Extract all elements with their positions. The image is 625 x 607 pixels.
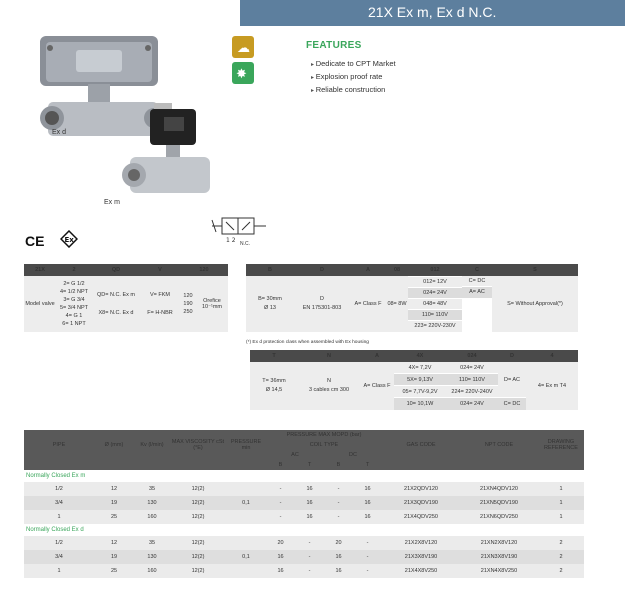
- ct2-h: B: [268, 267, 272, 273]
- cell-npt: 21XN5QDV190: [460, 496, 538, 510]
- title-bar: [240, 0, 625, 26]
- svg-text:Ex: Ex: [64, 236, 74, 244]
- cell-act: -: [295, 536, 324, 550]
- cell-d: 25: [94, 510, 134, 524]
- current-opt: D= AC: [498, 362, 526, 398]
- pressure-header: PRESSURE min: [230, 439, 262, 451]
- power-opt: 10= 10,1W: [394, 398, 446, 410]
- size-opt: 2= G 1/2: [63, 281, 85, 287]
- cell-gas: 21X3QDV190: [382, 496, 460, 510]
- cell-kv: 160: [134, 510, 170, 524]
- valve-exm-image: [120, 95, 220, 205]
- cell-dcb: 16: [324, 550, 353, 564]
- s-cell: S= Without Approval(*): [492, 276, 578, 332]
- cell-kv: 35: [134, 536, 170, 550]
- orifice-values: [180, 276, 196, 332]
- ct1-h1: 2: [72, 267, 76, 273]
- coil-opt: QD= N.C. Ex m: [96, 292, 136, 298]
- current-cell: [498, 362, 526, 410]
- cell-gas: 21X2QDV120: [382, 482, 460, 496]
- b-val: B= 30mm: [258, 296, 282, 302]
- ct2-h: D: [320, 267, 324, 273]
- cell-dcb: 16: [324, 564, 353, 578]
- cell-ref: 1: [538, 496, 584, 510]
- cell-act: 16: [295, 510, 324, 524]
- cell-dcb: -: [324, 510, 353, 524]
- footnote: (*) Ex d protection class when assembled with Ex housing: [246, 340, 369, 345]
- cell-pipe: 3/4: [24, 496, 94, 510]
- spec-table: [24, 430, 584, 578]
- ct1-h2: QD: [111, 267, 121, 273]
- orifice-label: Orefice 10⁻¹mm: [196, 276, 228, 332]
- cell-visc: 12(2): [170, 510, 226, 524]
- ct3-h: A: [375, 353, 379, 359]
- ct3-h: T: [272, 353, 276, 359]
- kv-header: Kv (l/min): [140, 442, 164, 448]
- table-row: [24, 482, 584, 496]
- ct1-h0: 21X: [35, 267, 45, 273]
- cell-dct: -: [353, 564, 382, 578]
- dc-header: DC: [349, 452, 357, 458]
- seal-opt: V= FKM: [149, 292, 171, 298]
- code-table-2: [246, 264, 578, 332]
- cell-npt: 21XN4X8V250: [460, 564, 538, 578]
- svg-text:✸: ✸: [236, 67, 247, 82]
- ct3-h: N: [327, 353, 331, 359]
- voltage-opt: 223= 220V-230V: [408, 321, 462, 332]
- size-opt: 4= 1/2 NPT: [60, 289, 88, 295]
- cell-gas: 21X2X8V120: [382, 536, 460, 550]
- gas-code-header: GAS CODE: [406, 442, 436, 448]
- cell-d: 25: [94, 564, 134, 578]
- cell-npt: 21XN4QDV120: [460, 482, 538, 496]
- last-cell: 4= Ex m T4: [526, 362, 578, 410]
- cell-pipe: 1/2: [24, 482, 94, 496]
- viscosity-header: MAX VISCOSITY cSt (°E): [171, 439, 225, 451]
- svg-text:1 2: 1 2: [226, 237, 236, 244]
- cell-d: 12: [94, 482, 134, 496]
- n-val: 3 cables cm 300: [308, 387, 350, 393]
- cell-visc: 12(2): [170, 482, 226, 496]
- diameter-header: Ø (mm): [104, 442, 124, 448]
- w-cell: 08= 8W: [386, 276, 408, 332]
- cell-dct: 16: [353, 482, 382, 496]
- ct2-h: A: [366, 267, 370, 273]
- cell-pipe: 3/4: [24, 550, 94, 564]
- cell-kv: 130: [134, 496, 170, 510]
- a-cell: A= Class F: [360, 362, 394, 410]
- cell-acb: -: [266, 510, 295, 524]
- feature-item: ▸ Dedicate to CPT Market: [311, 58, 396, 71]
- table-row: [24, 564, 584, 578]
- npt-code-header: NPT CODE: [484, 442, 514, 448]
- voltage-opt: 110= 110V: [408, 310, 462, 321]
- cell-kv: 35: [134, 482, 170, 496]
- orifice-val: 190: [183, 301, 193, 307]
- ex-mark-icon: [60, 230, 78, 248]
- cell-dcb: -: [324, 482, 353, 496]
- cell-visc: 12(2): [170, 564, 226, 578]
- cell-visc: 12(2): [170, 550, 226, 564]
- b-val: Ø 13: [264, 305, 276, 311]
- mopd-header: PRESSURE MAX MOPD (bar): [286, 432, 362, 438]
- current-opt: C= DC: [462, 276, 492, 287]
- b-cell: [246, 276, 294, 332]
- table-row: [24, 536, 584, 550]
- cell-act: 16: [295, 496, 324, 510]
- ct1-h3: V: [158, 267, 162, 273]
- ct2-h: 012: [430, 267, 440, 273]
- d-val: EN 175301-803: [302, 305, 342, 311]
- cell-pipe: 1: [24, 510, 94, 524]
- ct3-h: 4X: [416, 353, 424, 359]
- page-title: 21X Ex m, Ex d N.C.: [368, 4, 497, 20]
- cell-pmin: 0,1: [226, 496, 266, 510]
- seal-options: [140, 276, 180, 332]
- cell-ref: 2: [538, 564, 584, 578]
- size-options: [56, 276, 92, 332]
- ct3-h: 4: [550, 353, 554, 359]
- seal-opt: F= H-NBR: [147, 310, 173, 316]
- valve-symbol-icon: [208, 212, 270, 244]
- cell-acb: -: [266, 496, 295, 510]
- voltage-opt: 224= 220V-240V: [446, 386, 498, 398]
- voltage-opt: 024= 24V: [446, 362, 498, 374]
- size-opt: 6= 1 NPT: [62, 321, 86, 327]
- cell-d: 12: [94, 536, 134, 550]
- feature-item: ▸ Reliable construction: [311, 84, 396, 97]
- cell-ref: 2: [538, 550, 584, 564]
- size-opt: 4= G 1: [65, 313, 83, 319]
- t-val: T= 36mm: [262, 378, 286, 384]
- cell-dct: 16: [353, 510, 382, 524]
- size-opt: 3= G 3/4: [63, 297, 85, 303]
- cell-gas: 21X3X8V190: [382, 550, 460, 564]
- power-opt: 05= 7,7V-9,2V: [394, 386, 446, 398]
- section-exd-label: Normally Closed Ex d: [26, 527, 84, 533]
- model-valve-label: Model valve: [24, 276, 56, 332]
- table-row: [24, 510, 584, 524]
- cell-pipe: 1/2: [24, 536, 94, 550]
- cell-dct: 16: [353, 496, 382, 510]
- nc-label: N.C.: [240, 241, 250, 247]
- drawing-header: DRAWING REFERENCE: [544, 439, 578, 451]
- cell-acb: 16: [266, 564, 295, 578]
- exm-label: Ex m: [104, 199, 120, 206]
- t-cell: [250, 362, 298, 410]
- cell-kv: 160: [134, 564, 170, 578]
- cell-acb: 20: [266, 536, 295, 550]
- exd-label: Ex d: [52, 129, 67, 136]
- ct2-h: S: [533, 267, 537, 273]
- b-header: B: [278, 462, 283, 468]
- cell-act: -: [295, 550, 324, 564]
- cell-pmin: [226, 536, 266, 550]
- cell-npt: 21XN6QDV250: [460, 510, 538, 524]
- cell-acb: -: [266, 482, 295, 496]
- n-cell: [298, 362, 360, 410]
- cell-dcb: -: [324, 496, 353, 510]
- coil-options: [92, 276, 140, 332]
- explosion-proof-icon: [232, 62, 254, 84]
- cell-act: -: [295, 564, 324, 578]
- ct1-h4: 120: [199, 267, 209, 273]
- ct2-h: 08: [393, 267, 401, 273]
- t-header: T: [365, 462, 370, 468]
- b-header: B: [336, 462, 341, 468]
- n-val: N: [327, 378, 331, 384]
- cell-gas: 21X4QDV250: [382, 510, 460, 524]
- cell-visc: 12(2): [170, 536, 226, 550]
- cell-ref: 2: [538, 536, 584, 550]
- ac-header: AC: [291, 452, 299, 458]
- d-val: D: [320, 296, 324, 302]
- voltage-cell: [408, 276, 462, 332]
- voltage-opt: 012= 12V: [408, 277, 462, 288]
- voltage-opt: 024= 24V: [408, 288, 462, 299]
- voltage-cell: [446, 362, 498, 410]
- cell-d: 19: [94, 550, 134, 564]
- code-table-3: [250, 350, 578, 410]
- cell-pmin: [226, 482, 266, 496]
- cell-kv: 130: [134, 550, 170, 564]
- cell-pmin: [226, 510, 266, 524]
- table-row: [24, 496, 584, 510]
- power-opt: 5X= 9,13V: [394, 374, 446, 386]
- cell-gas: 21X4X8V250: [382, 564, 460, 578]
- cell-npt: 21XN3X8V190: [460, 550, 538, 564]
- cell-npt: 21XN2X8V120: [460, 536, 538, 550]
- pipe-header: PIPE: [52, 442, 66, 448]
- cell-pmin: [226, 564, 266, 578]
- feature-item: ▸ Explosion proof rate: [311, 71, 396, 84]
- cell-ref: 1: [538, 510, 584, 524]
- features-title: FEATURES: [306, 40, 362, 51]
- orifice-val: 120: [183, 293, 193, 299]
- power-cell: [394, 362, 446, 410]
- section-exm-label: Normally Closed Ex m: [26, 473, 86, 479]
- ce-mark: CE: [25, 233, 45, 249]
- coil-opt: X8= N.C. Ex d: [98, 310, 134, 316]
- cell-ref: 1: [538, 482, 584, 496]
- cell-pipe: 1: [24, 564, 94, 578]
- current-cell: [462, 276, 492, 332]
- ct3-h: D: [510, 353, 514, 359]
- voltage-opt: 048= 48V: [408, 299, 462, 310]
- cell-act: 16: [295, 482, 324, 496]
- d-cell: [294, 276, 350, 332]
- orifice-val: 250: [183, 309, 193, 315]
- cell-pmin: 0,1: [226, 550, 266, 564]
- coil-type-header: COIL TYPE: [309, 442, 339, 448]
- voltage-opt: 024= 24V: [446, 398, 498, 410]
- ct3-h: 024: [467, 353, 477, 359]
- features-list: [311, 58, 396, 97]
- a-cell: A= Class F: [350, 276, 386, 332]
- svg-text:☁: ☁: [237, 41, 250, 56]
- current-opt: C= DC: [498, 398, 526, 410]
- size-opt: 5= 3/4 NPT: [60, 305, 88, 311]
- cell-dct: -: [353, 536, 382, 550]
- current-opt: A= AC: [462, 287, 492, 298]
- cell-dct: -: [353, 550, 382, 564]
- code-table-1: [24, 264, 228, 332]
- voltage-opt: 110= 110V: [446, 374, 498, 386]
- cell-d: 19: [94, 496, 134, 510]
- cell-dcb: 20: [324, 536, 353, 550]
- cell-visc: 12(2): [170, 496, 226, 510]
- t-header: T: [307, 462, 312, 468]
- cell-acb: 16: [266, 550, 295, 564]
- t-val: Ø 14,5: [265, 387, 283, 393]
- ct2-h: C: [475, 267, 479, 273]
- table-row: [24, 550, 584, 564]
- power-opt: 4X= 7,2V: [394, 362, 446, 374]
- cpt-market-icon: [232, 36, 254, 58]
